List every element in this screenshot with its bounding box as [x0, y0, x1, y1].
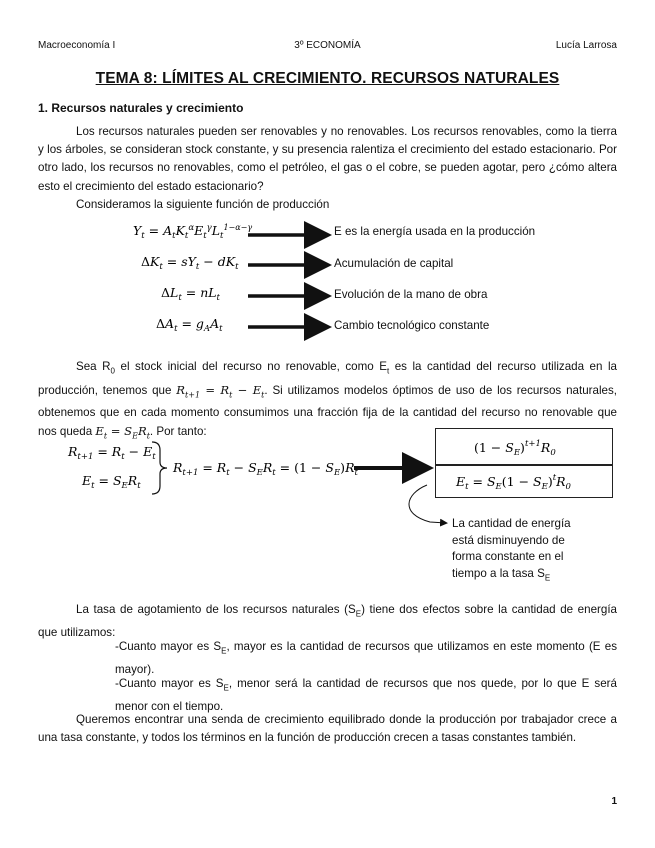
- bullet-2-part-1: -Cuanto mayor es S: [115, 677, 224, 690]
- paragraph-4-part-2: ) tiene dos efectos sobre la cantidad de energía que utilizamos:: [38, 603, 618, 639]
- equation-2-label: Acumulación de capital: [334, 257, 454, 270]
- paragraph-1-text: Los recursos naturales pueden ser renovables y no renovables. Los recursos renovables, como la tierra y los árboles, se consideran stock constante, y su presencia ralentiza el crecimiento del estado estacionario. Por otro lado, los recursos no renovables, como el petróleo, el gas o el cobre, se pueden agotar, pero ¿cómo altera esto el crecimiento del estado estacionario?: [38, 125, 617, 193]
- paragraph-4-part-1: La tasa de agotamiento de los recursos naturales (S: [76, 603, 356, 616]
- right-brace: [152, 442, 167, 494]
- note-line-2: está disminuyendo de: [452, 533, 565, 547]
- box-1-formula: [436, 429, 612, 464]
- paragraph-2: [38, 196, 617, 214]
- svg-text:ΔKt = sYt − dKt: $\Delta K_t = sY_t - dK_t$: [141, 254, 239, 272]
- energy-note: [452, 516, 592, 586]
- svg-text:(1 − SE)t+1R0: $(1 - S_E)^{t+1}R_0$: [474, 439, 556, 458]
- header-center: 3º ECONOMÍA: [294, 40, 361, 51]
- paragraph-3-part-3: es la cantidad del recurso utilizada en la producción, tenemos que: [38, 360, 617, 397]
- paragraph-3-part-5: . Por tanto:: [149, 425, 207, 439]
- header-right: Lucía Larrosa: [555, 40, 617, 51]
- equation-2-formula: [141, 254, 239, 272]
- paragraph-3-sub-2: t: [386, 366, 390, 376]
- system-eq1-formula: [67, 444, 156, 462]
- equation-3-formula: [161, 285, 221, 303]
- bullet-2: [115, 675, 617, 716]
- svg-text:Et = SERt: $E_t = S_ER_t$: [82, 473, 141, 491]
- svg-text:Yt = AtKtαEtγLt1−α−γ: $Y_t = A_tK_t^\alpha E_t^\gamma L_t^{1-\alpha-\gamma}$: [133, 223, 253, 241]
- paragraph-3-sub-1: 0: [110, 366, 115, 376]
- system-result-formula: [172, 460, 358, 478]
- section-heading: 1. Recursos naturales y crecimiento: [38, 101, 244, 115]
- box-2-formula: [436, 466, 612, 497]
- paragraph-5-text: Queremos encontrar una senda de crecimiento equilibrado donde la producción por trabajador crece a una tasa constante, y todos los términos en la función de producción crecen a tasas constantes también.: [38, 713, 617, 745]
- page-title: TEMA 8: LÍMITES AL CRECIMIENTO. RECURSOS NATURALES: [95, 70, 560, 87]
- note-line-3: forma constante en el: [452, 550, 564, 563]
- paragraph-3-part-1: Sea R: [76, 360, 111, 373]
- equation-1-label: E es la energía usada en la producción: [334, 225, 536, 238]
- bullet-1-sub: E: [221, 646, 227, 656]
- paragraph-3-part-4: . Si utilizamos modelos óptimos de uso de los recursos naturales, obtenemos que en cada momento consumimos una fracción fija de la cantidad del recurso no renovable que nos queda: [38, 383, 617, 439]
- equation-3-label: Evolución de la mano de obra: [334, 288, 488, 301]
- paragraph-5: [38, 711, 617, 747]
- note-line-4-text: tiempo a la tasa S: [452, 566, 545, 580]
- paragraph-4-text: [38, 601, 617, 642]
- box-energy-path: [435, 465, 613, 498]
- header-left: Macroeconomía I: [38, 40, 116, 51]
- paragraph-4-sub: E: [355, 609, 362, 619]
- paragraph-4: [38, 601, 617, 642]
- paragraph-1: [38, 123, 617, 196]
- inline-math-1: $R_{t+1} = R_t - E_t$: [176, 382, 265, 399]
- bullet-2-sub: E: [223, 683, 229, 693]
- svg-text:Rt+1 = Rt − Et: $R_{t+1} = R_t - E_t$: [68, 444, 156, 462]
- note-line-4-sub: E: [544, 572, 551, 582]
- paragraph-2-text: Consideramos la siguiente función de producción: [76, 198, 330, 211]
- equations-block: [0, 218, 655, 343]
- equation-4-label: Cambio tecnológico constante: [334, 319, 490, 332]
- inline-math-2: $E_t = S_ER_t$: [95, 424, 150, 441]
- svg-text:ΔAt = gAAt: $\Delta A_t = g_AA_t$: [156, 316, 223, 334]
- system-eq2-formula: [81, 473, 141, 491]
- bullet-1-part-1: -Cuanto mayor es S: [115, 640, 222, 653]
- note-line-4: [452, 566, 592, 587]
- equation-1-formula: [133, 223, 252, 241]
- bullet-1: [115, 638, 617, 679]
- equations-svg: [0, 218, 655, 343]
- svg-text:ΔLt = nLt: $\Delta L_t = nL_t$: [161, 285, 220, 303]
- paragraph-3-part-2: el stock inicial del recurso no renovable, como E: [114, 360, 387, 373]
- box-remaining-resource: [435, 428, 613, 465]
- page-number: 1: [611, 796, 617, 807]
- equation-4-formula: [156, 316, 223, 334]
- bullet-1-part-2: , mayor es la cantidad de recursos que utilizamos en este momento (E es mayor).: [115, 640, 617, 676]
- svg-text:Et = SE(1 − SE)tR0: $E_t = S_E(1 - S_E)^tR_0$: [456, 473, 571, 492]
- bullet-2-part-2: , menor será la cantidad de recursos que nos quede, por lo que E será menor con el tiempo.: [115, 677, 617, 713]
- note-line-1: La cantidad de energía: [452, 517, 571, 530]
- svg-text:Rt+1 = Rt − SERt = (1 − SE)Rt: $R_{t+1} = R_t - S_ER_t = (1 - S_E)R_t$: [173, 460, 358, 478]
